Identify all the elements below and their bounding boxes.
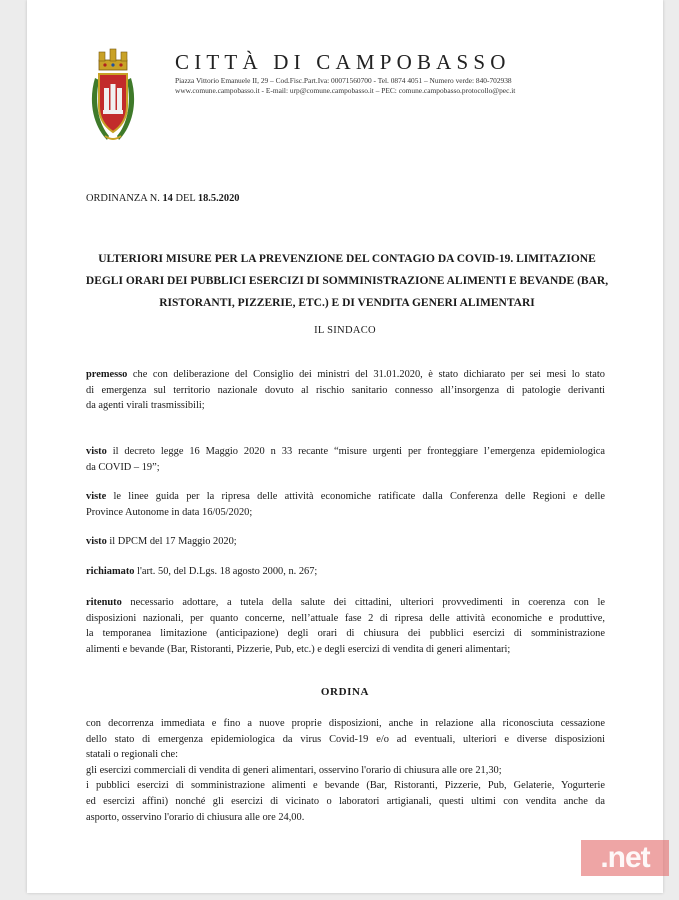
visto-dpcm-paragraph <box>86 534 605 550</box>
paragraph-line: da COVID – 19”; <box>86 461 160 473</box>
title-line: DEGLI ORARI DEI PUBBLICI ESERCIZI DI SOMMINISTRAZIONE ALIMENTI E BEVANDE (BAR, <box>85 275 609 287</box>
visto-decreto-paragraph <box>86 444 605 475</box>
ordinanza-prefix: ORDINANZA N. <box>86 193 163 204</box>
site-watermark: .net <box>581 840 669 876</box>
paragraph-line: ed esercizi affini) nonché gli esercizi di vicinato o laboratori artigianali, questi ultimi con vendita anche da <box>86 795 605 807</box>
ordina-heading: ORDINA <box>320 686 370 698</box>
document-title <box>81 248 613 314</box>
premesso-paragraph <box>86 367 605 414</box>
paragraph-line: gli esercizi commerciali di vendita di generi alimentari, osservino l'orario di chiusura alle ore 21,30; <box>86 764 502 776</box>
ordinanza-date: 18.5.2020 <box>197 193 240 204</box>
paragraph-keyword: visto <box>86 536 107 547</box>
paragraph-line: dello stato di emergenza epidemiologica da virus Covid-19 e/o ad eventuali, ulteriori e diverse disposizioni <box>86 733 605 745</box>
paragraph-line: visto il DPCM del 17 Maggio 2020; <box>86 536 237 547</box>
paragraph-line: da agenti virali trasmissibili; <box>86 400 205 412</box>
paragraph-keyword: visto <box>86 446 107 457</box>
sindaco-heading: IL SINDACO <box>314 325 376 336</box>
paragraph-line: asporto, osservino l'orario di chiusura alle ore 24,00. <box>86 811 305 823</box>
ritenuto-paragraph <box>86 595 605 657</box>
paragraph-keyword: ritenuto <box>86 597 122 608</box>
city-name: CITTÀ DI CAMPOBASSO <box>175 50 511 74</box>
address-line: Piazza Vittorio Emanuele II, 29 – Cod.Fisc.Part.Iva: 00071560700 - Tel. 0874 4051 – Numero verde: 840-702938 <box>175 76 512 85</box>
richiamato-paragraph <box>86 564 605 580</box>
paragraph-line: ritenuto necessario adottare, a tutela della salute dei cittadini, ulteriori provvedimenti in coerenza con le <box>86 597 605 608</box>
paragraph-line: di emergenza sul territorio nazionale dovuto al rischio sanitario connesso all’insorgenza di patologie derivanti <box>86 384 605 396</box>
paragraph-line: statali o regionali che: <box>86 749 179 761</box>
paragraph-keyword: premesso <box>86 369 128 380</box>
ordinanza-number: 14 <box>162 193 173 204</box>
paragraph-line: alimenti e bevande (Bar, Ristoranti, Pizzerie, Pub, etc.) e degli esercizi di vendita di generi alimentari; <box>86 643 511 655</box>
paragraph-line: i pubblici esercizi di somministrazione alimenti e bevande (Bar, Ristoranti, Pizzerie, Pub, Gelaterie, Yogurterie <box>86 780 605 792</box>
viste-paragraph <box>86 489 605 520</box>
ordinanza-line <box>86 193 239 204</box>
paragraph-line: disposizioni nazionali, per quanto concerne, nell’attuale fase 2 di ripresa delle attività economiche e produttive, <box>86 612 605 624</box>
web-contacts-line: www.comune.campobasso.it - E-mail: urp@comune.campobasso.it – PEC: comune.campobasso.protocollo@pec.it <box>175 86 516 95</box>
paragraph-line: Province Autonome in data 16/05/2020; <box>86 506 253 518</box>
ordinanza-del: DEL <box>172 193 198 204</box>
paragraph-line: viste le linee guida per la ripresa delle attività economiche ratificate dalla Conferenza delle Regioni e delle <box>86 491 605 502</box>
paragraph-keyword: richiamato <box>86 566 135 577</box>
document-page <box>27 0 663 893</box>
paragraph-line: con decorrenza immediata e fino a nuove proprie disposizioni, anche in relazione alla riconosciuta cessazione <box>86 718 605 729</box>
title-line: ULTERIORI MISURE PER LA PREVENZIONE DEL CONTAGIO DA COVID-19. LIMITAZIONE <box>98 253 596 265</box>
ordina-body <box>86 716 605 825</box>
paragraph-keyword: viste <box>86 491 107 502</box>
paragraph-line: la temporanea limitazione (anticipazione) degli orari di chiusura dei pubblici esercizi di somministrazione <box>86 628 605 640</box>
coat-of-arms-icon <box>91 48 135 144</box>
paragraph-line: visto il decreto legge 16 Maggio 2020 n 33 recante “misure urgenti per fronteggiare l’emergenza epidemiologica <box>86 446 605 457</box>
title-line: RISTORANTI, PIZZERIE, ETC.) E DI VENDITA GENERI ALIMENTARI <box>159 297 535 309</box>
paragraph-line: premesso che con deliberazione del Consiglio dei ministri del 31.01.2020, è stato dichiarato per sei mesi lo stato <box>86 369 605 380</box>
paragraph-line: richiamato l'art. 50, del D.Lgs. 18 agosto 2000, n. 267; <box>86 566 318 577</box>
